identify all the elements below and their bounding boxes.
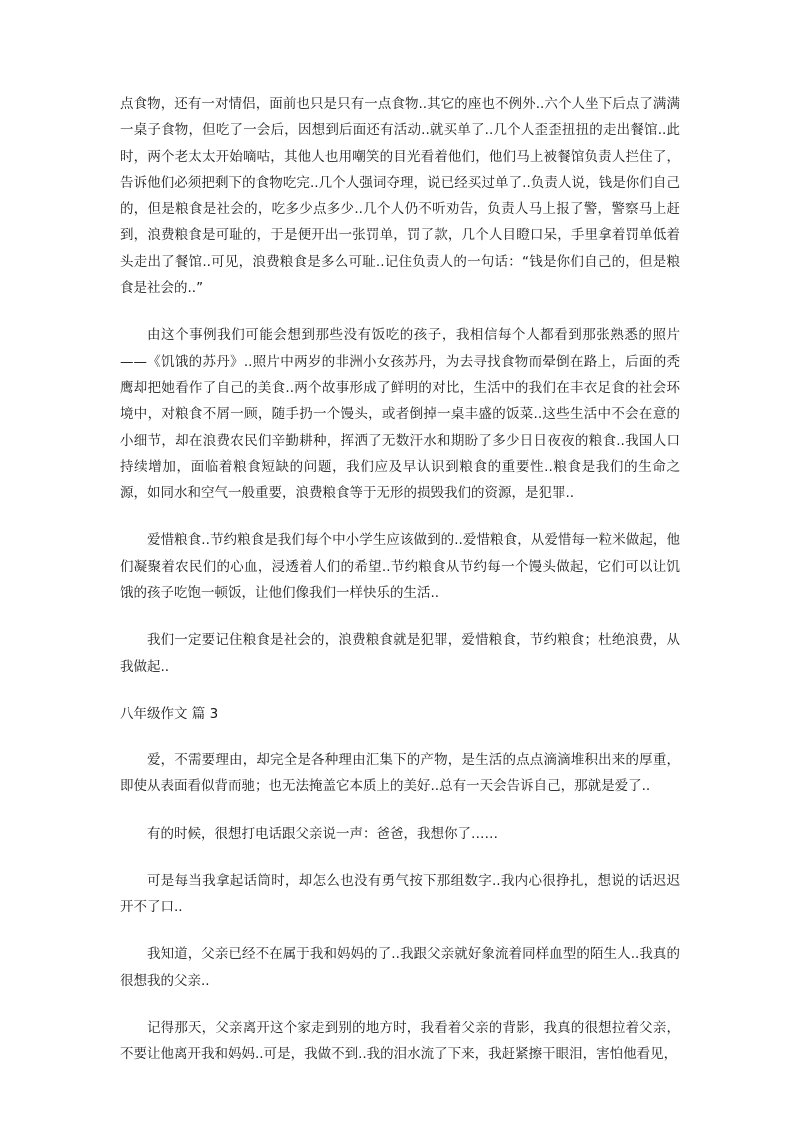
paragraph: 我们一定要记住粮食是社会的，浪费粮食就是犯罪，爱惜粮食，节约粮食；杜绝浪费，从我做起.. (120, 632, 680, 675)
paragraph-continued: 点食物，还有一对情侣，面前也只是只有一点食物..其它的座也不例外..六个人坐下后点了满满一桌子食物，但吃了一会后，因想到后面还有活动..就买单了..几个人歪歪扭扭的走出餐馆..此时，两个老太太开始嘀咕，其他人也用嘲笑的目光看着他们，他们马上被餐馆负责人拦住了，告诉他们必须把剩下的食物吃完..几个人强词夺理，说已经买过单了..负责人说，钱是你们自己的，但是粮食是社会的，吃多少点多少..几个人仍不听劝告，负责人马上报了警，警察马上赶到，浪费粮食是可耻的，于是便开出一张罚单，罚了款，几个人目瞪口呆，手里拿着罚单低着头走出了餐馆..可见，浪费粮食是多么可耻..记住负责人的一句话：“钱是你们自己的，但是粮食是社会的..” (120, 96, 680, 297)
paragraph: 有的时候，很想打电话跟父亲说一声：爸爸，我想你了…… (147, 825, 498, 842)
paragraph: 我知道，父亲已经不在属于我和妈妈的了..我跟父亲就好象流着同样血型的陌生人..我真的很想我的父亲.. (120, 946, 680, 989)
paragraph: 记得那天，父亲离开这个家走到别的地方时，我看着父亲的背影，我真的很想拉着父亲，不要让他离开我和妈妈..可是，我做不到..我的泪水流了下来，我赶紧擦干眼泪，害怕他看见， (120, 1020, 680, 1063)
paragraph: 爱惜粮食..节约粮食是我们每个中小学生应该做到的..爱惜粮食，从爱惜每一粒米做起，他们凝聚着农民们的心血，浸透着人们的希望..节约粮食从节约每一个馒头做起，它们可以让饥饿的孩子吃饱一顿饭，让他们像我们一样快乐的生活.. (120, 532, 680, 602)
paragraph: 爱，不需要理由，却完全是各种理由汇集下的产物，是生活的点点滴滴堆积出来的厚重，即使从表面看似背而驰；也无法掩盖它本质上的美好..总有一天会告诉自己，那就是爱了.. (120, 751, 680, 795)
paragraph: 由这个事例我们可能会想到那些没有饭吃的孩子，我相信每个人都看到那张熟悉的照片——《饥饿的苏丹》..照片中两岁的非洲小女孩苏丹，为去寻找食物而晕倒在路上，后面的秃鹰却把她看作了自己的美食..两个故事形成了鲜明的对比，生活中的我们在丰衣足食的社会环境中，对粮食不屑一顾，随手扔一个馒头，或者倒掉一桌丰盛的饭菜..这些生活中不会在意的小细节，却在浪费农民们辛勤耕种，挥洒了无数汗水和期盼了多少日日夜夜的粮食..我国人口持续增加，面临着粮食短缺的问题，我们应及早认识到粮食的重要性..粮食是我们的生命之源，如同水和空气一般重要，浪费粮食等于无形的损毁我们的资源，是犯罪.. (120, 327, 680, 502)
document-page (120, 91, 680, 1089)
section-heading: 八年级作文 篇 3 (120, 705, 219, 722)
paragraph: 可是每当我拿起话筒时，却怎么也没有勇气按下那组数字..我内心很挣扎，想说的话迟迟开不了口.. (120, 872, 680, 916)
